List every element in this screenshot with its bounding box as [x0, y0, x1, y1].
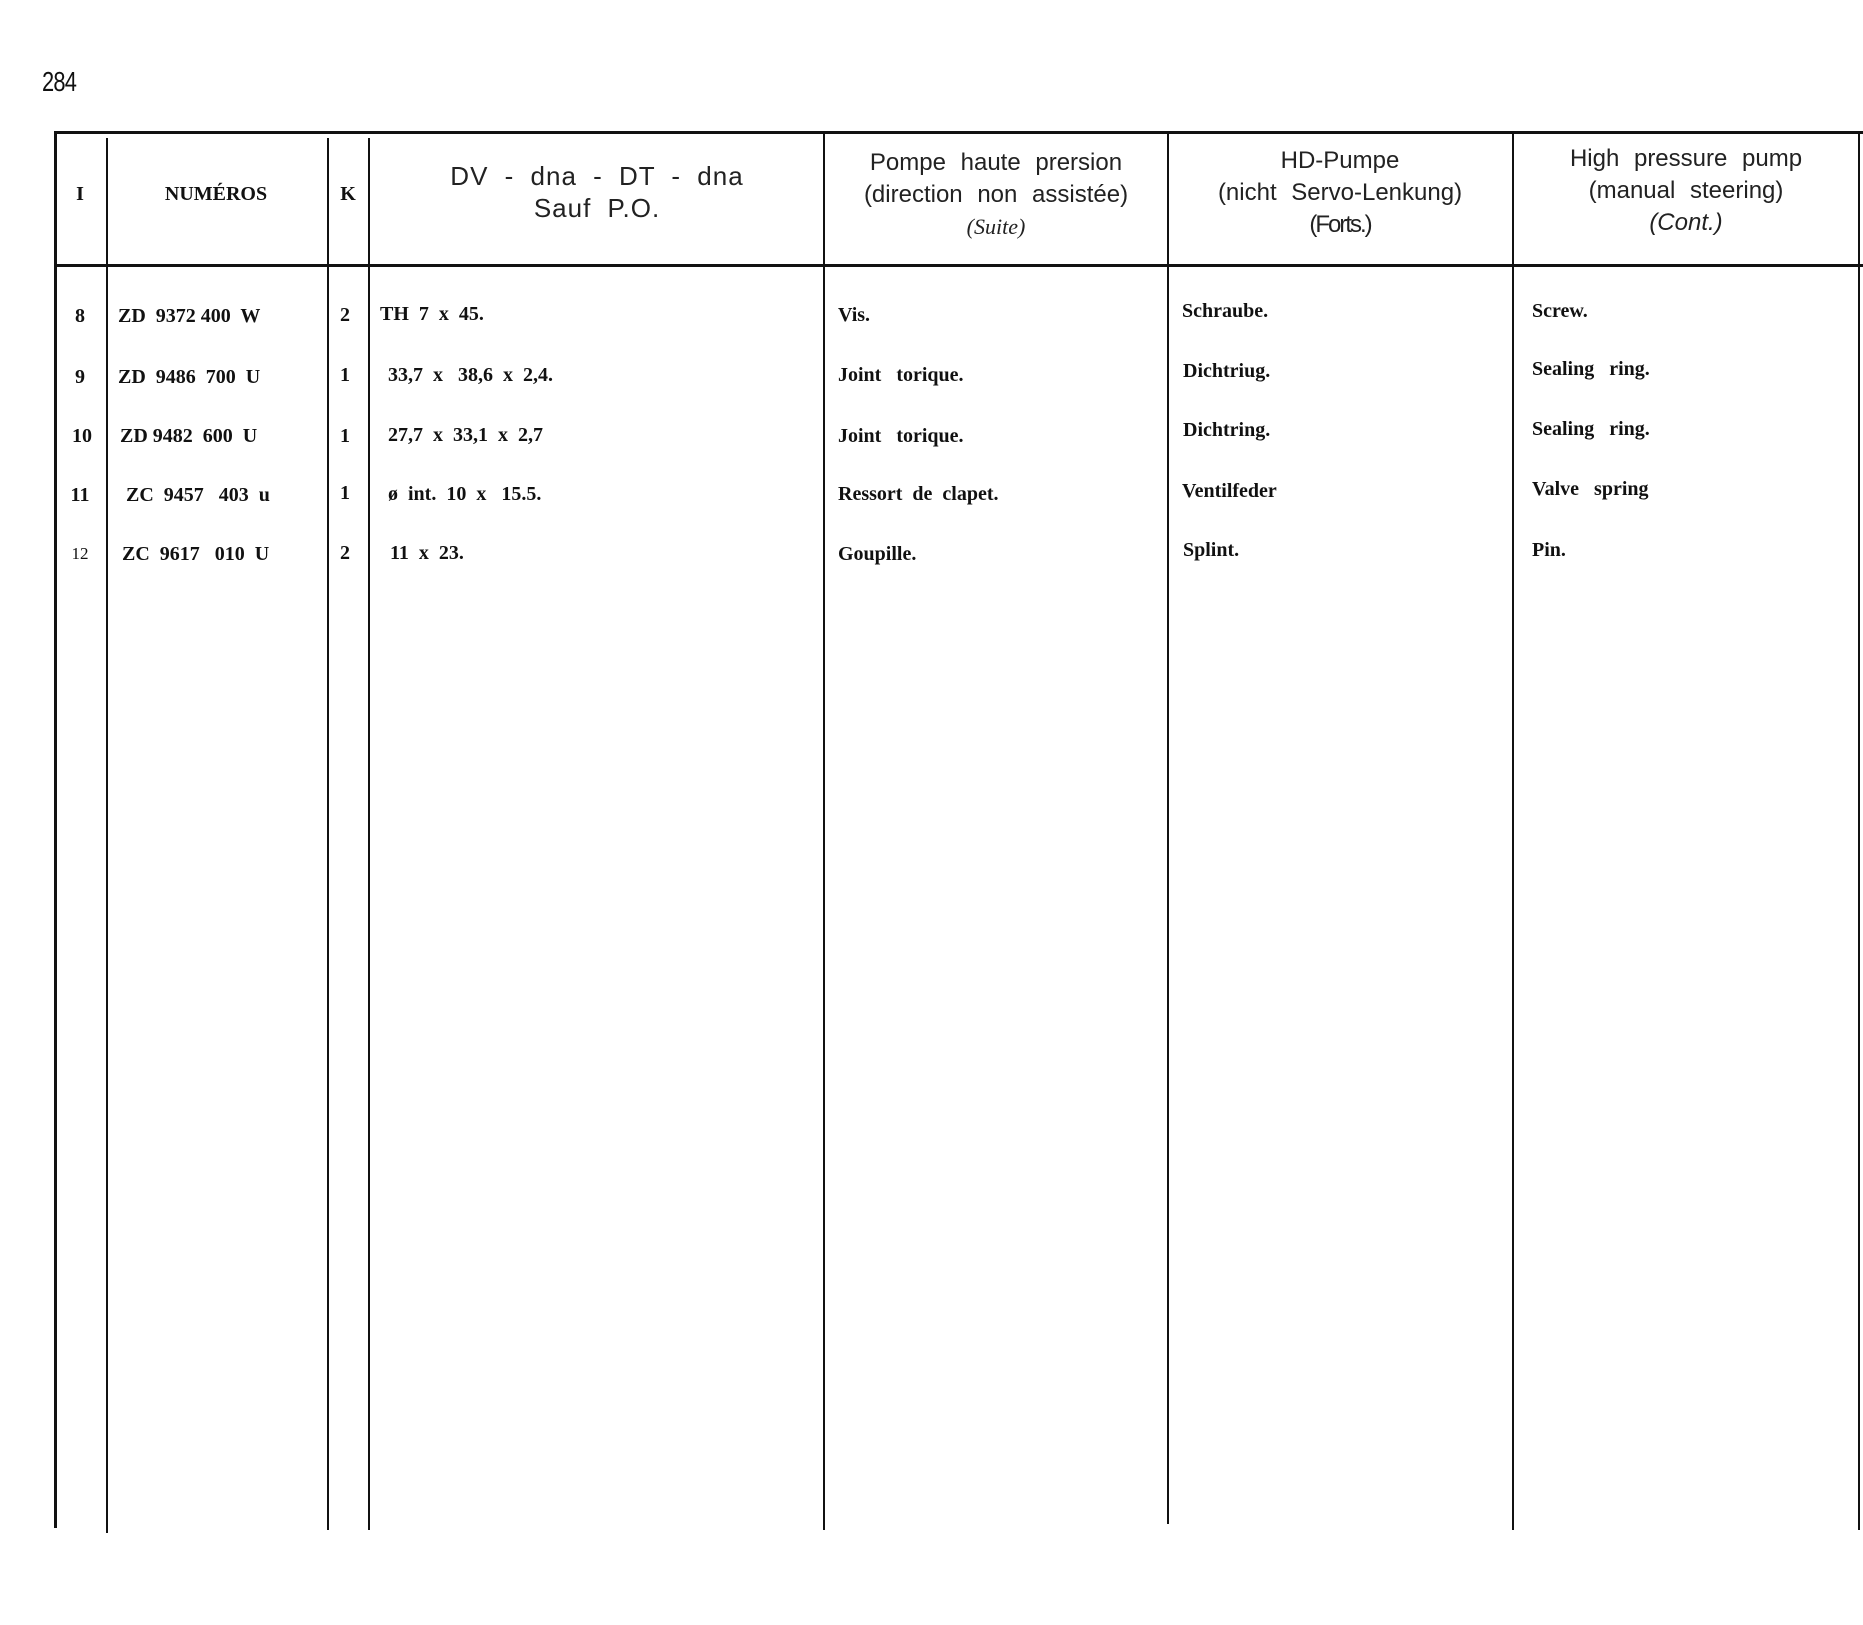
description-english: Valve spring — [1532, 478, 1649, 500]
column-divider — [54, 131, 57, 1528]
header-numbers: NUMÉROS — [164, 183, 268, 205]
specification: 27,7 x 33,1 x 2,7 — [388, 424, 543, 446]
header-french-line3: (Suite) — [966, 214, 1026, 239]
header-german-line1: HD-Pumpe — [1280, 147, 1400, 174]
row-index: 9 — [75, 366, 85, 388]
description-french: Ressort de clapet. — [838, 483, 999, 505]
quantity: 1 — [340, 364, 350, 386]
description-english: Screw. — [1532, 300, 1588, 322]
column-divider — [106, 138, 108, 1533]
description-english: Sealing ring. — [1532, 358, 1650, 380]
specification: 11 x 23. — [390, 542, 464, 564]
table-top-rule — [54, 131, 1863, 134]
header-french-line1: Pompe haute prersion — [869, 149, 1123, 176]
description-french: Joint torique. — [838, 364, 964, 386]
header-qty: K — [340, 183, 356, 205]
header-english-line2: (manual steering) — [1588, 177, 1784, 204]
description-german: Ventilfeder — [1182, 480, 1277, 502]
description-german: Dichtring. — [1183, 419, 1271, 441]
header-index: I — [76, 183, 84, 205]
header-spec-line2: Sauf P.O. — [533, 193, 661, 223]
header-english-line1: High pressure pump — [1569, 145, 1803, 172]
quantity: 2 — [340, 542, 350, 564]
header-french — [826, 147, 1166, 243]
row-index: 12 — [71, 544, 89, 563]
header-english-line3: (Cont.) — [1649, 209, 1723, 236]
part-number: ZD 9372 400 W — [118, 305, 261, 327]
row-index: 8 — [75, 305, 85, 327]
column-divider — [327, 138, 329, 1530]
header-spec — [372, 160, 822, 224]
specification: TH 7 x 45. — [380, 303, 484, 325]
part-number: ZC 9617 010 U — [122, 543, 270, 565]
column-divider — [1167, 131, 1169, 1524]
description-german: Schraube. — [1182, 300, 1269, 322]
column-divider — [1858, 131, 1860, 1530]
specification: ø int. 10 x 15.5. — [388, 483, 542, 505]
description-french: Vis. — [838, 304, 871, 326]
page-number: 284 — [42, 66, 77, 97]
quantity: 1 — [340, 482, 350, 504]
header-french-line2: (direction non assistée) — [863, 181, 1129, 208]
description-german: Splint. — [1183, 539, 1240, 561]
quantity: 2 — [340, 304, 350, 326]
description-english: Pin. — [1532, 539, 1566, 561]
header-spec-line1: DV - dna - DT - dna — [450, 161, 744, 191]
column-divider — [1512, 131, 1514, 1530]
header-bottom-rule — [54, 264, 1863, 267]
row-index: 10 — [72, 425, 92, 447]
header-english — [1515, 143, 1857, 239]
row-index: 11 — [70, 484, 90, 506]
description-french: Joint torique. — [838, 425, 964, 447]
column-divider — [368, 138, 370, 1530]
part-number: ZD 9482 600 U — [120, 425, 258, 447]
header-german-line2: (nicht Servo-Lenkung) — [1217, 179, 1463, 206]
part-number: ZD 9486 700 U — [118, 366, 261, 388]
part-number: ZC 9457 403 u — [126, 484, 270, 506]
column-divider — [823, 131, 825, 1530]
description-french: Goupille. — [838, 543, 917, 565]
specification: 33,7 x 38,6 x 2,4. — [388, 364, 553, 386]
description-german: Dichtriug. — [1183, 360, 1271, 382]
header-german-line3: (Forts.) — [1309, 211, 1371, 238]
quantity: 1 — [340, 425, 350, 447]
header-german — [1170, 145, 1510, 241]
description-english: Sealing ring. — [1532, 418, 1650, 440]
